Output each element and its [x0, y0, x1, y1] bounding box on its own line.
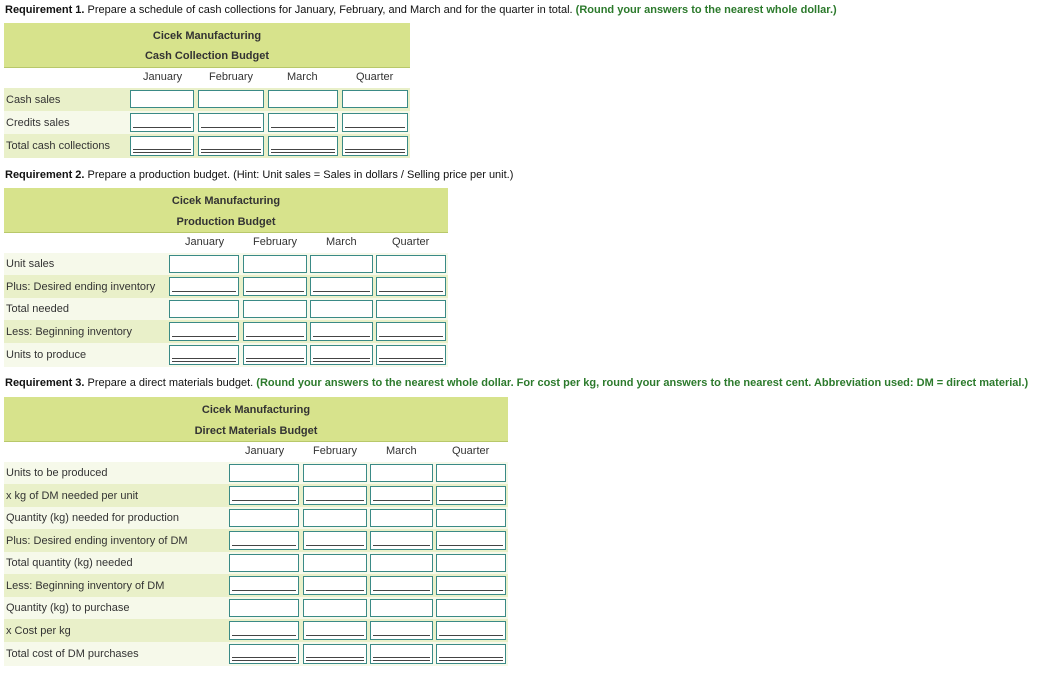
- cash-sales-january-input[interactable]: [130, 90, 194, 108]
- table-row-unit-sales: [4, 253, 448, 275]
- table-row-total-cost-dm-purchases: [4, 642, 508, 666]
- table-header: [4, 23, 410, 67]
- units-produced-march-input[interactable]: [370, 464, 433, 482]
- requirement-3-text: Prepare a direct materials budget.: [84, 377, 254, 389]
- total-cost-dm-february-input[interactable]: [303, 644, 367, 664]
- credit-sales-february-input[interactable]: [198, 113, 264, 132]
- row-label: Total cash collections: [6, 140, 110, 152]
- beginning-inventory-january-input[interactable]: [169, 322, 239, 341]
- requirement-2-instruction: [5, 169, 513, 181]
- row-label: Quantity (kg) needed for production: [6, 512, 180, 524]
- dm-beginning-inventory-march-input[interactable]: [370, 576, 433, 595]
- qty-to-purchase-january-input[interactable]: [229, 599, 299, 617]
- row-label: Credits sales: [6, 116, 70, 129]
- beginning-inventory-quarter-input[interactable]: [376, 322, 446, 341]
- qty-needed-production-quarter-input[interactable]: [436, 509, 506, 527]
- credit-sales-march-input[interactable]: [268, 113, 338, 132]
- total-qty-needed-february-input[interactable]: [303, 554, 367, 572]
- credit-sales-quarter-input[interactable]: [342, 113, 408, 132]
- dm-beginning-inventory-january-input[interactable]: [229, 576, 299, 595]
- credit-sales-january-input[interactable]: [130, 113, 194, 132]
- table-row-total-needed: [4, 298, 448, 320]
- requirement-2-label: Requirement 2.: [5, 169, 85, 181]
- table-row-desired-ending-inventory-dm: [4, 529, 508, 552]
- total-needed-quarter-input[interactable]: [376, 300, 446, 318]
- requirement-3-instruction: [5, 377, 1028, 389]
- column-header-january: January: [143, 71, 183, 83]
- unit-sales-quarter-input[interactable]: [376, 255, 446, 273]
- budget-title: Cash Collection Budget: [144, 50, 270, 62]
- budget-title: Production Budget: [176, 216, 276, 228]
- ending-inventory-march-input[interactable]: [310, 277, 373, 296]
- row-label: Less: Beginning inventory of DM: [6, 579, 165, 592]
- cash-collection-budget-table: [4, 23, 410, 158]
- dm-ending-inventory-march-input[interactable]: [370, 531, 433, 550]
- requirement-2-hint: (Hint: Unit sales = Sales in dollars / Selling price per unit.): [233, 169, 514, 181]
- unit-sales-february-input[interactable]: [243, 255, 307, 273]
- cost-per-kg-february-input[interactable]: [303, 621, 367, 640]
- table-header: [4, 397, 508, 441]
- kg-per-unit-february-input[interactable]: [303, 486, 367, 505]
- kg-per-unit-march-input[interactable]: [370, 486, 433, 505]
- row-label: Plus: Desired ending inventory: [6, 280, 156, 293]
- row-label: Units to produce: [6, 349, 87, 361]
- cost-per-kg-january-input[interactable]: [229, 621, 299, 640]
- column-header-quarter: Quarter: [452, 445, 490, 457]
- column-header-quarter: Quarter: [356, 71, 394, 83]
- units-to-produce-march-input[interactable]: [310, 345, 373, 365]
- row-label: x Cost per kg: [6, 624, 71, 637]
- column-header-february: February: [209, 71, 254, 83]
- row-label: Unit sales: [6, 258, 55, 270]
- ending-inventory-quarter-input[interactable]: [376, 277, 446, 296]
- row-label: Units to be produced: [6, 467, 108, 479]
- total-collections-february-input[interactable]: [198, 136, 264, 156]
- table-row-cash-sales: [4, 88, 410, 111]
- table-row-quantity-to-purchase: [4, 597, 508, 619]
- beginning-inventory-march-input[interactable]: [310, 322, 373, 341]
- total-cost-dm-january-input[interactable]: [229, 644, 299, 664]
- beginning-inventory-february-input[interactable]: [243, 322, 307, 341]
- units-produced-february-input[interactable]: [303, 464, 367, 482]
- cash-sales-quarter-input[interactable]: [342, 90, 408, 108]
- row-label: Total quantity (kg) needed: [6, 557, 133, 569]
- dm-ending-inventory-february-input[interactable]: [303, 531, 367, 550]
- row-label: Quantity (kg) to purchase: [6, 602, 130, 614]
- total-needed-february-input[interactable]: [243, 300, 307, 318]
- dm-ending-inventory-quarter-input[interactable]: [436, 531, 506, 550]
- units-to-produce-january-input[interactable]: [169, 345, 239, 365]
- row-label: x kg of DM needed per unit: [6, 489, 139, 502]
- qty-needed-production-february-input[interactable]: [303, 509, 367, 527]
- table-row-quantity-needed-production: [4, 507, 508, 529]
- column-header-row: [4, 232, 448, 254]
- total-qty-needed-january-input[interactable]: [229, 554, 299, 572]
- column-header-february: February: [313, 445, 358, 457]
- cash-sales-february-input[interactable]: [198, 90, 264, 108]
- dm-beginning-inventory-quarter-input[interactable]: [436, 576, 506, 595]
- row-label: Less: Beginning inventory: [6, 325, 132, 338]
- requirement-3-label: Requirement 3.: [5, 377, 85, 389]
- ending-inventory-february-input[interactable]: [243, 277, 307, 296]
- units-to-produce-february-input[interactable]: [243, 345, 307, 365]
- table-row-desired-ending-inventory: [4, 275, 448, 298]
- kg-per-unit-january-input[interactable]: [229, 486, 299, 505]
- units-produced-january-input[interactable]: [229, 464, 299, 482]
- row-label: Total needed: [6, 303, 69, 315]
- total-qty-needed-quarter-input[interactable]: [436, 554, 506, 572]
- column-header-march: March: [386, 445, 417, 457]
- table-row-beginning-inventory-dm: [4, 574, 508, 597]
- table-row-units-to-be-produced: [4, 462, 508, 484]
- total-qty-needed-march-input[interactable]: [370, 554, 433, 572]
- total-collections-march-input[interactable]: [268, 136, 338, 156]
- cash-sales-march-input[interactable]: [268, 90, 338, 108]
- company-name: Cicek Manufacturing: [201, 404, 311, 416]
- total-collections-quarter-input[interactable]: [342, 136, 408, 156]
- budget-title: Direct Materials Budget: [194, 425, 318, 437]
- qty-to-purchase-quarter-input[interactable]: [436, 599, 506, 617]
- qty-to-purchase-february-input[interactable]: [303, 599, 367, 617]
- column-header-march: March: [326, 236, 357, 248]
- units-to-produce-quarter-input[interactable]: [376, 345, 446, 365]
- column-header-march: March: [287, 71, 318, 83]
- column-header-row: [4, 67, 410, 89]
- column-header-row: [4, 441, 508, 463]
- table-row-total-cash-collections: [4, 134, 410, 158]
- requirement-1-hint: (Round your answers to the nearest whole dollar.): [575, 4, 837, 16]
- row-label: Total cost of DM purchases: [6, 648, 139, 660]
- row-label: Cash sales: [6, 93, 61, 106]
- column-header-january: January: [185, 236, 225, 248]
- total-needed-january-input[interactable]: [169, 300, 239, 318]
- requirement-1-instruction: [5, 4, 837, 16]
- total-needed-march-input[interactable]: [310, 300, 373, 318]
- total-collections-january-input[interactable]: [130, 136, 194, 156]
- company-name: Cicek Manufacturing: [171, 195, 281, 207]
- unit-sales-march-input[interactable]: [310, 255, 373, 273]
- row-label: Plus: Desired ending inventory of DM: [6, 534, 188, 547]
- table-header: [4, 188, 448, 232]
- unit-sales-january-input[interactable]: [169, 255, 239, 273]
- table-row-credit-sales: [4, 111, 410, 134]
- direct-materials-budget-table: [4, 397, 508, 665]
- table-row-cost-per-kg: [4, 619, 508, 642]
- column-header-february: February: [253, 236, 298, 248]
- kg-per-unit-quarter-input[interactable]: [436, 486, 506, 505]
- table-row-units-to-produce: [4, 343, 448, 367]
- table-row-kg-dm-per-unit: [4, 484, 508, 507]
- qty-needed-production-january-input[interactable]: [229, 509, 299, 527]
- qty-to-purchase-march-input[interactable]: [370, 599, 433, 617]
- dm-beginning-inventory-february-input[interactable]: [303, 576, 367, 595]
- dm-ending-inventory-january-input[interactable]: [229, 531, 299, 550]
- units-produced-quarter-input[interactable]: [436, 464, 506, 482]
- company-name: Cicek Manufacturing: [152, 30, 262, 42]
- requirement-2-text: Prepare a production budget.: [84, 169, 231, 181]
- production-budget-table: [4, 188, 448, 366]
- requirement-3-hint: (Round your answers to the nearest whole dollar. For cost per kg, round your answers to the nearest cent. Abbreviation used: DM = direct material.): [256, 377, 1029, 389]
- column-header-quarter: Quarter: [392, 236, 430, 248]
- column-header-january: January: [245, 445, 285, 457]
- ending-inventory-january-input[interactable]: [169, 277, 239, 296]
- table-row-total-quantity-needed: [4, 552, 508, 574]
- qty-needed-production-march-input[interactable]: [370, 509, 433, 527]
- cost-per-kg-march-input[interactable]: [370, 621, 433, 640]
- requirement-1-text: Prepare a schedule of cash collections for January, February, and March and for the quarter in total.: [84, 4, 573, 16]
- total-cost-dm-march-input[interactable]: [370, 644, 433, 664]
- cost-per-kg-quarter-input[interactable]: [436, 621, 506, 640]
- requirement-1-label: Requirement 1.: [5, 4, 85, 16]
- total-cost-dm-quarter-input[interactable]: [436, 644, 506, 664]
- table-row-beginning-inventory: [4, 320, 448, 343]
